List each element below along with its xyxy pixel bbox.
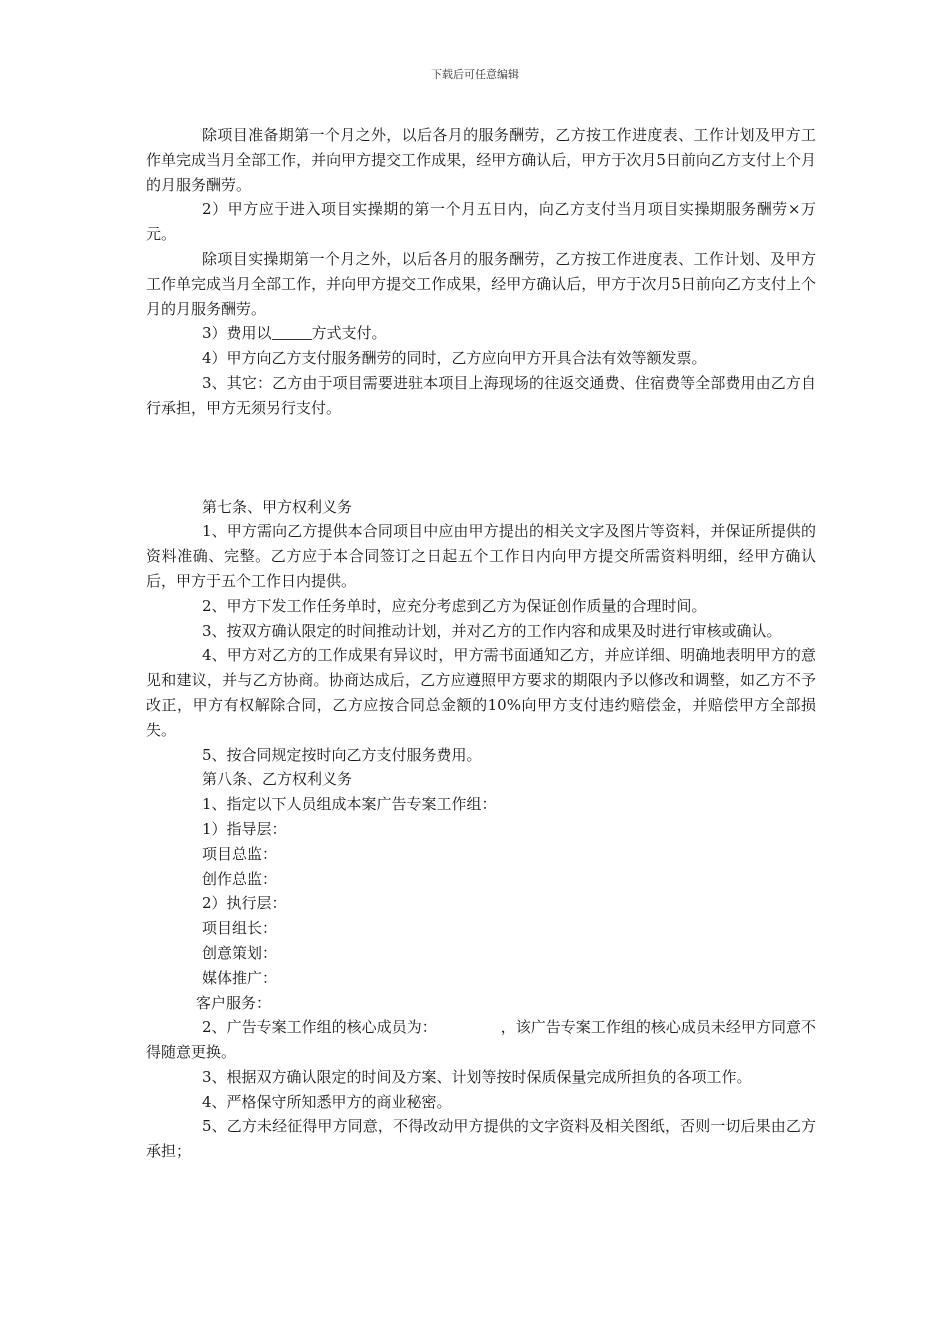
core-members-suffix: ，该广告专案工作组的核心成员未经甲方同意不得随意更换。: [146, 1018, 816, 1062]
section-heading: 第七条、甲方权利义务: [202, 497, 353, 516]
list-item: 2）执行层：: [202, 894, 287, 913]
paragraph: 2、甲方下发工作任务单时，应充分考虑到乙方为保证创作质量的合理时间。: [202, 596, 707, 615]
paragraph: 1、甲方需向乙方提供本合同项目中应由甲方提出的相关文字及图片等资料，并保证所提供的资料准确、完整。乙方应于本合同签订之日起五个工作日内向甲方提交所需资料明细，经甲方确认后，甲方于五个工作日内提供。: [146, 522, 816, 590]
blank-line: [272, 325, 312, 340]
list-item: 客户服务：: [196, 993, 272, 1012]
list-item: 创意策划：: [202, 943, 278, 962]
paragraph: 4、严格保守所知悉甲方的商业秘密。: [202, 1092, 452, 1111]
paragraph: 除项目实操期第一个月之外，以后各月的服务酬劳，乙方按工作进度表、工作计划、及甲方工作单完成当月全部工作，并向甲方提交工作成果，经甲方确认后，甲方于次月5日前向乙方支付上个月的月服务酬劳。: [146, 249, 816, 318]
paragraph: 5、按合同规定按时向乙方支付服务费用。: [202, 745, 482, 764]
paragraph: 2）甲方应于进入项目实操期的第一个月五日内，向乙方支付当月项目实操期服务酬劳×万元。: [146, 200, 816, 244]
paragraph: [146, 1015, 816, 1065]
paragraph: 1、指定以下人员组成本案广告专案工作组：: [202, 795, 497, 814]
payment-method-prefix: 3）费用以: [202, 324, 272, 343]
list-item: 1）指导层：: [202, 819, 287, 838]
list-item: 媒体推广：: [202, 968, 278, 987]
document-body: [146, 123, 816, 1164]
paragraph: 4）甲方向乙方支付服务酬劳的同时，乙方应向甲方开具合法有效等额发票。: [202, 349, 707, 368]
list-item: 创作总监：: [202, 869, 278, 888]
list-item: 项目组长：: [202, 919, 278, 938]
section-heading: 第八条、乙方权利义务: [202, 770, 353, 789]
payment-method-suffix: 方式支付。: [311, 324, 387, 343]
paragraph: 3、根据双方确认限定的时间及方案、计划等按时保质保量完成所担负的各项工作。: [202, 1067, 752, 1086]
spacer: [146, 421, 816, 495]
paragraph: 3、其它：乙方由于项目需要进驻本项目上海现场的往返交通费、住宿费等全部费用由乙方自行承担，甲方无须另行支付。: [146, 373, 816, 417]
paragraph: 5、乙方未经征得甲方同意，不得改动甲方提供的文字资料及相关图纸，否则一切后果由乙方承担；: [146, 1117, 816, 1161]
list-item: 项目总监：: [202, 844, 278, 863]
core-members-prefix: 2、广告专案工作组的核心成员为：: [202, 1018, 437, 1037]
paragraph: 除项目准备期第一个月之外，以后各月的服务酬劳，乙方按工作进度表、工作计划及甲方工作单完成当月全部工作，并向甲方提交工作成果，经甲方确认后，甲方于次月5日前向乙方支付上个月的月服务酬劳。: [146, 126, 816, 194]
paragraph: 3、按双方确认限定的时间推动计划，并对乙方的工作内容和成果及时进行审核或确认。: [202, 621, 782, 640]
paragraph: 4、甲方对乙方的工作成果有异议时，甲方需书面通知乙方，并应详细、明确地表明甲方的意见和建议，并与乙方协商。协商达成后，乙方应遵照甲方要求的期限内予以修改和调整，如乙方不予改正，甲方有权解除合同，乙方应按合同总金额的10%向甲方支付违约赔偿金，并赔偿甲方全部损失。: [146, 646, 816, 739]
paragraph: [146, 321, 816, 346]
page-header: 下载后可任意编辑: [431, 68, 519, 81]
